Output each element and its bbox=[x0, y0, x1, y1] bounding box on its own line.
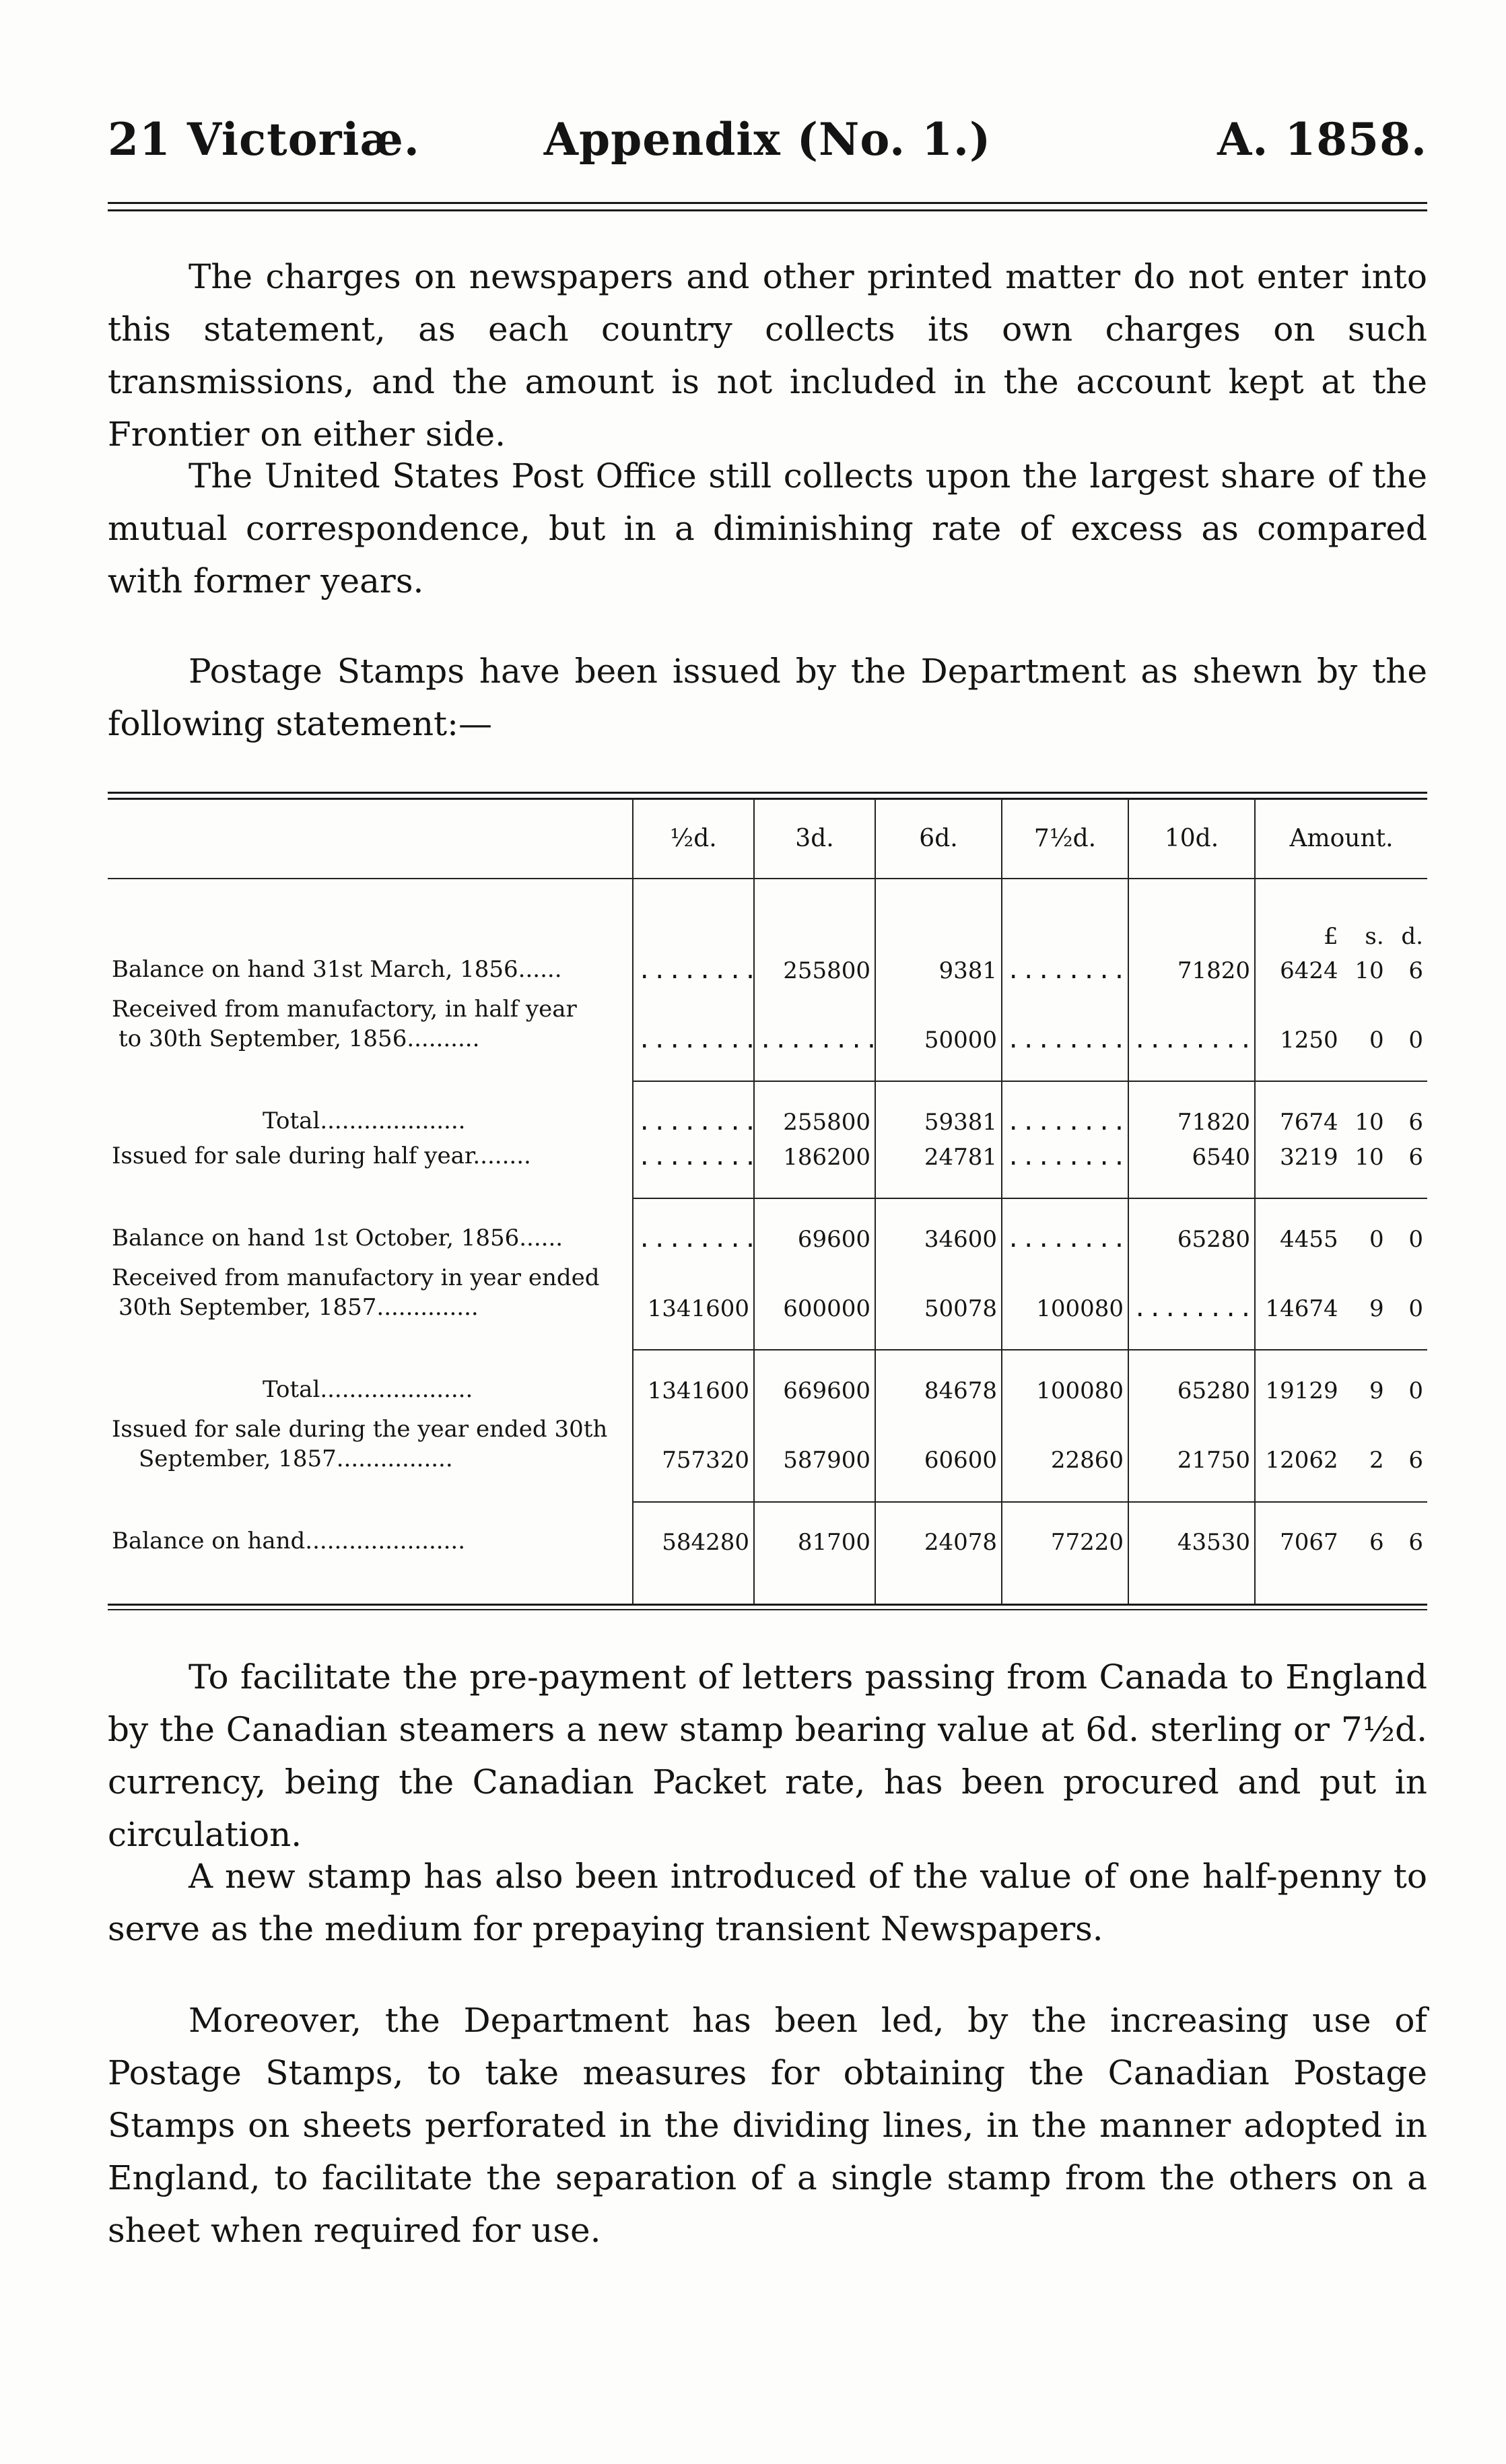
col-header-6d: 6d. bbox=[875, 798, 1002, 879]
paragraph-charges: The charges on newspapers and other printed matter do not enter into this statement, as each country collects its own charges on such transmissions, and the amount is not included in the account kept at the Frontier on either side. bbox=[108, 257, 1427, 454]
header-label-col bbox=[108, 798, 633, 879]
row-label: Issued for sale during half year........ bbox=[112, 1142, 531, 1170]
cell-3d: 669600 bbox=[754, 1370, 875, 1405]
cell-10d: 21750 bbox=[1128, 1404, 1255, 1474]
amount-pence: 0 bbox=[1408, 1295, 1423, 1323]
row-label: Balance on hand 1st October, 1856...... bbox=[112, 1225, 563, 1252]
cell-6d: 9381 bbox=[875, 950, 1002, 985]
row-label: Received from manufactory in year ended bbox=[112, 1264, 600, 1292]
cell-half-penny: ........ bbox=[633, 950, 754, 985]
col-header-3d: 3d. bbox=[754, 798, 875, 879]
cell-10d: ........ bbox=[1128, 984, 1255, 1054]
amount-shillings: 10 bbox=[1355, 1109, 1384, 1136]
amount-units bbox=[1260, 923, 1423, 950]
amount-shillings: 6 bbox=[1369, 1529, 1384, 1556]
row-label: Received from manufactory, in half year bbox=[112, 996, 577, 1023]
amount-pence: 6 bbox=[1408, 1447, 1423, 1474]
paragraph-packet-stamp: To facilitate the pre-payment of letters passing from Canada to England by the Canadian steamers a new stamp bearing value at 6d. sterling or 7½d. currency, being the Canadian Packet rate, has been procured and put in circulation. bbox=[108, 1657, 1427, 1854]
table-row bbox=[108, 1370, 1427, 1405]
col-header-amount: Amount. bbox=[1255, 798, 1427, 879]
col-header-half-penny: ½d. bbox=[633, 798, 754, 879]
cell-6d: 24781 bbox=[875, 1136, 1002, 1171]
table-row bbox=[108, 1136, 1427, 1171]
header-reign: 21 Victoriæ. bbox=[108, 113, 420, 166]
table-row bbox=[108, 950, 1427, 985]
amount-pounds: 7067 bbox=[1280, 1529, 1338, 1556]
cell-10d: 43530 bbox=[1128, 1521, 1255, 1556]
paragraph-us-post-office: The United States Post Office still collects upon the largest share of the mutual correspondence, but in a diminishing rate of excess as compared with former years. bbox=[108, 456, 1427, 601]
cell-6d: 59381 bbox=[875, 1101, 1002, 1136]
cell-3d: ........ bbox=[754, 984, 875, 1054]
col-header-10d: 10d. bbox=[1128, 798, 1255, 879]
amount-pence: 6 bbox=[1408, 1109, 1423, 1136]
cell-6d: 50078 bbox=[875, 1253, 1002, 1322]
row-label: Balance on hand...................... bbox=[112, 1528, 466, 1555]
header-rule bbox=[108, 202, 1427, 211]
cell-3d: 255800 bbox=[754, 1101, 875, 1136]
cell-10d: 65280 bbox=[1128, 1370, 1255, 1405]
table-row bbox=[108, 1101, 1427, 1136]
cell-3d: 81700 bbox=[754, 1521, 875, 1556]
cell-7-half-d: ........ bbox=[1002, 1218, 1128, 1253]
cell-10d: 71820 bbox=[1128, 950, 1255, 985]
unit-pounds: £ bbox=[1324, 922, 1338, 950]
cell-7-half-d: ........ bbox=[1002, 984, 1128, 1054]
page-header bbox=[108, 113, 1427, 174]
amount-pounds: 19129 bbox=[1265, 1377, 1338, 1405]
header-year: A. 1858. bbox=[1217, 113, 1427, 166]
cell-6d: 24078 bbox=[875, 1521, 1002, 1556]
amount-pounds: 3219 bbox=[1280, 1144, 1338, 1171]
amount-pence: 0 bbox=[1408, 1377, 1423, 1405]
unit-shillings: s. bbox=[1365, 922, 1384, 950]
header-appendix: Appendix (No. 1.) bbox=[543, 113, 992, 166]
amount-pounds: 7674 bbox=[1280, 1109, 1338, 1136]
amount-shillings: 0 bbox=[1369, 1027, 1384, 1054]
cell-3d: 587900 bbox=[754, 1404, 875, 1474]
cell-half-penny: 584280 bbox=[633, 1521, 754, 1556]
amount-pounds: 14674 bbox=[1265, 1295, 1338, 1323]
paragraph-stamps-intro: Postage Stamps have been issued by the Department as shewn by the following statement:— bbox=[108, 652, 1427, 743]
unit-pence: d. bbox=[1401, 922, 1423, 950]
amount-pounds: 1250 bbox=[1280, 1027, 1338, 1054]
cell-3d: 186200 bbox=[754, 1136, 875, 1171]
cell-7-half-d: ........ bbox=[1002, 1101, 1128, 1136]
row-label-cont: September, 1857................ bbox=[139, 1445, 453, 1473]
amount-pounds: 4455 bbox=[1280, 1226, 1338, 1253]
col-header-7-half-d: 7½d. bbox=[1002, 798, 1128, 879]
stamps-table bbox=[108, 798, 1427, 1604]
table-row bbox=[108, 1218, 1427, 1253]
cell-half-penny: ........ bbox=[633, 1136, 754, 1171]
cell-6d: 50000 bbox=[875, 984, 1002, 1054]
amount-shillings: 10 bbox=[1355, 957, 1384, 985]
amount-shillings: 2 bbox=[1369, 1447, 1384, 1474]
cell-3d: 255800 bbox=[754, 950, 875, 985]
cell-half-penny: ........ bbox=[633, 1218, 754, 1253]
amount-pence: 6 bbox=[1408, 957, 1423, 985]
row-label-cont: to 30th September, 1856.......... bbox=[118, 1025, 480, 1053]
paragraph-half-penny-stamp: A new stamp has also been introduced of the value of one half-penny to serve as the medium for prepaying transient Newspapers. bbox=[108, 1857, 1427, 1948]
paragraph-perforation: Moreover, the Department has been led, by the increasing use of Postage Stamps, to take measures for obtaining the Canadian Postage Stamps on sheets perforated in the dividing lines, in the manner adopted in England, to facilitate the separation of a single stamp from the others on a sheet when required for use. bbox=[108, 2001, 1427, 2250]
table-row bbox=[108, 1404, 1427, 1474]
cell-7-half-d: 22860 bbox=[1002, 1404, 1128, 1474]
table-row bbox=[108, 984, 1427, 1054]
cell-half-penny: 1341600 bbox=[633, 1370, 754, 1405]
amount-pounds: 12062 bbox=[1265, 1447, 1338, 1474]
cell-6d: 34600 bbox=[875, 1218, 1002, 1253]
cell-6d: 60600 bbox=[875, 1404, 1002, 1474]
cell-half-penny: 1341600 bbox=[633, 1253, 754, 1322]
row-label-cont: 30th September, 1857.............. bbox=[118, 1294, 479, 1322]
amount-pence: 0 bbox=[1408, 1027, 1423, 1054]
cell-half-penny: ........ bbox=[633, 984, 754, 1054]
cell-10d: ........ bbox=[1128, 1253, 1255, 1322]
cell-7-half-d: 100080 bbox=[1002, 1370, 1128, 1405]
row-label: Balance on hand 31st March, 1856...... bbox=[112, 956, 562, 984]
table-row bbox=[108, 1253, 1427, 1322]
cell-half-penny: ........ bbox=[633, 1101, 754, 1136]
cell-7-half-d: 100080 bbox=[1002, 1253, 1128, 1322]
amount-pounds: 6424 bbox=[1280, 957, 1338, 985]
table-row bbox=[108, 1521, 1427, 1556]
table-bottom-rule bbox=[108, 1604, 1427, 1610]
row-label: Total..................... bbox=[263, 1376, 473, 1404]
amount-pence: 6 bbox=[1408, 1144, 1423, 1171]
cell-half-penny: 757320 bbox=[633, 1404, 754, 1474]
amount-shillings: 9 bbox=[1369, 1295, 1384, 1323]
cell-10d: 71820 bbox=[1128, 1101, 1255, 1136]
cell-10d: 6540 bbox=[1128, 1136, 1255, 1171]
amount-pence: 0 bbox=[1408, 1226, 1423, 1253]
cell-7-half-d: ........ bbox=[1002, 950, 1128, 985]
cell-7-half-d: ........ bbox=[1002, 1136, 1128, 1171]
row-label: Issued for sale during the year ended 30th bbox=[112, 1416, 608, 1443]
amount-shillings: 0 bbox=[1369, 1226, 1384, 1253]
cell-3d: 600000 bbox=[754, 1253, 875, 1322]
row-label: Total.................... bbox=[263, 1107, 466, 1135]
amount-pence: 6 bbox=[1408, 1529, 1423, 1556]
cell-6d: 84678 bbox=[875, 1370, 1002, 1405]
cell-7-half-d: 77220 bbox=[1002, 1521, 1128, 1556]
cell-10d: 65280 bbox=[1128, 1218, 1255, 1253]
amount-shillings: 10 bbox=[1355, 1144, 1384, 1171]
cell-3d: 69600 bbox=[754, 1218, 875, 1253]
amount-shillings: 9 bbox=[1369, 1377, 1384, 1405]
